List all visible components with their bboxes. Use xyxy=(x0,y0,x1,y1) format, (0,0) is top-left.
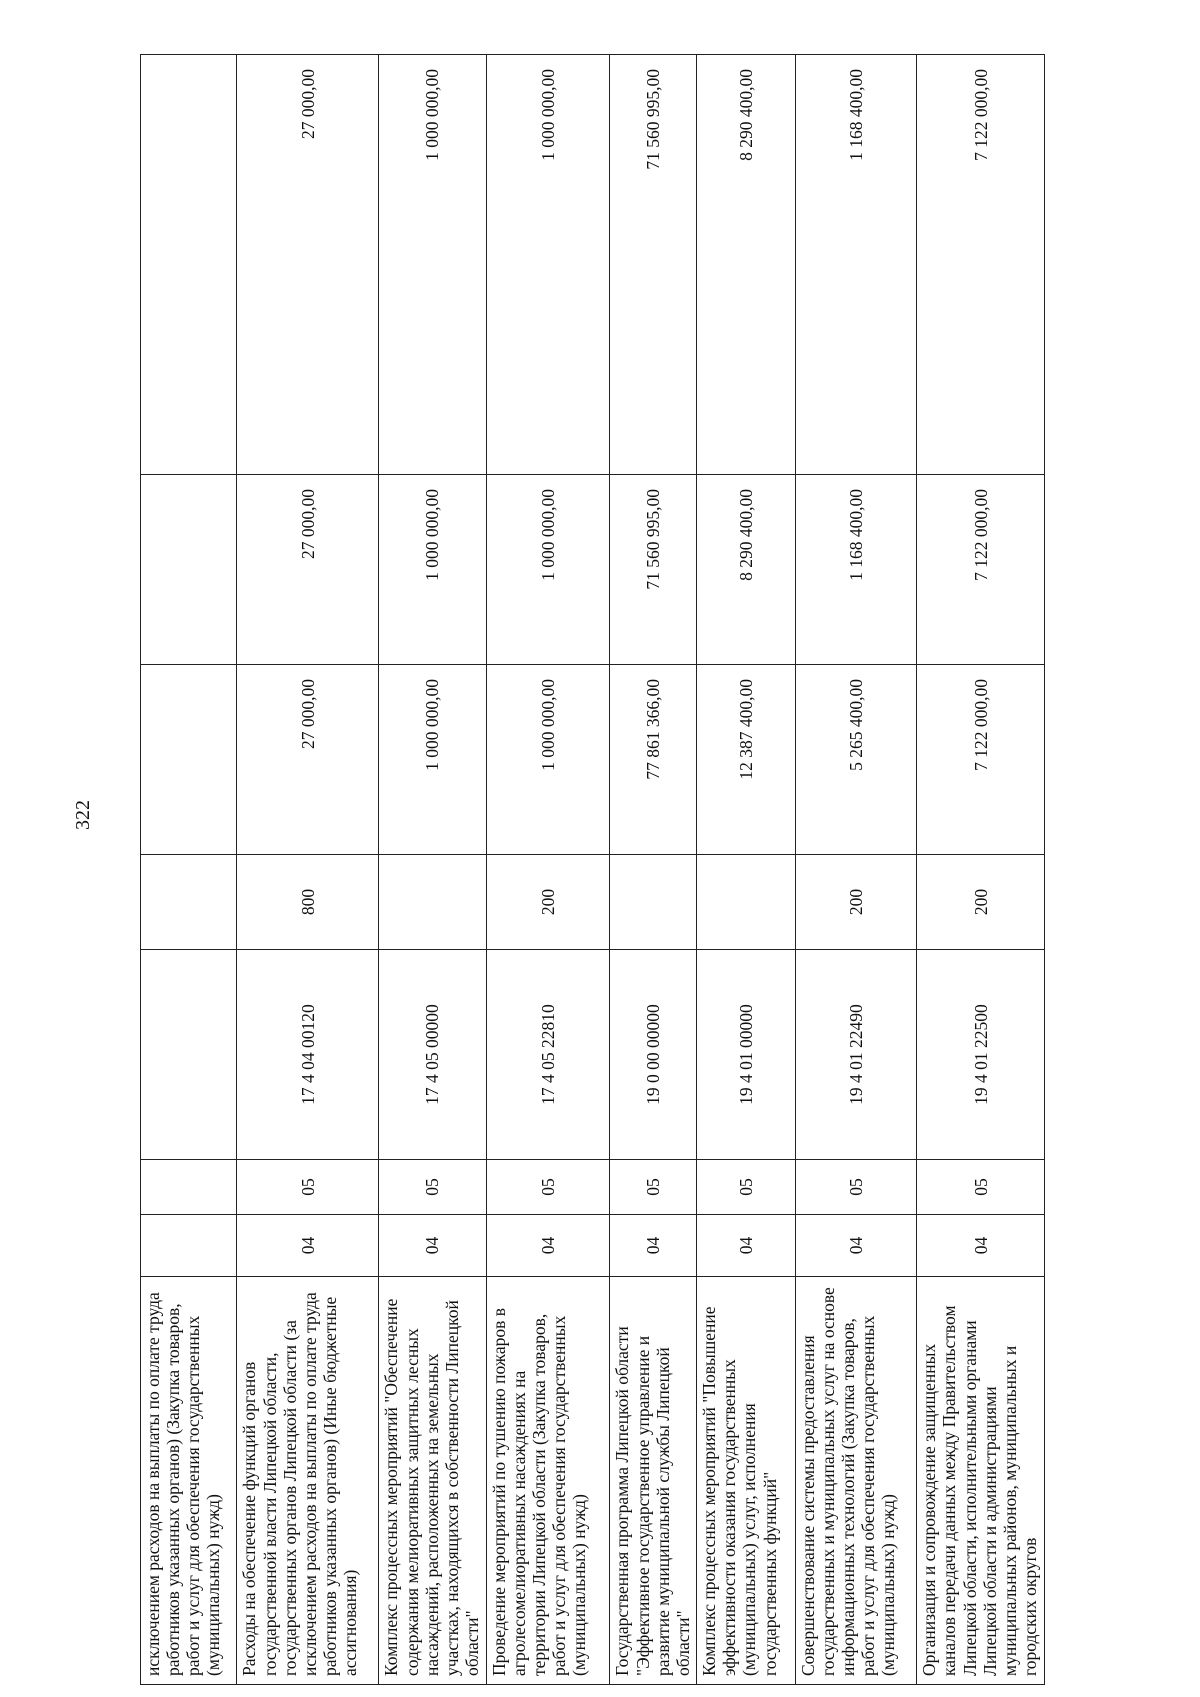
target-article-code xyxy=(141,950,237,1160)
subsection-code: 05 xyxy=(379,1160,486,1215)
sum-year-1: 1 000 000,00 xyxy=(486,665,610,855)
target-article-code: 17 4 05 22810 xyxy=(486,950,610,1160)
sum-year-1: 27 000,00 xyxy=(237,665,379,855)
row-description: Совершенствование системы предоставления государственных и муниципальных услуг на основе информационных технологий (Закупка товаров, работ и услуг для обеспечения государственных (муниципальных) нужд) xyxy=(795,1277,917,1685)
row-description: исключением расходов на выплаты по оплате труда работников указанных органов) (Закупка товаров, работ и услуг для обеспечения государственных (муниципальных) нужд) xyxy=(141,1277,237,1685)
sum-year-1: 77 861 366,00 xyxy=(610,665,697,855)
target-article-code: 19 4 01 22500 xyxy=(917,950,1045,1160)
subsection-code: 05 xyxy=(917,1160,1045,1215)
row-description: Расходы на обеспечение функций органов государственной власти Липецкой области, государственных органов Липецкой области (за исключением расходов на выплаты по оплате труда работников указанных органов) (Иные бюджетные ассигнования) xyxy=(237,1277,379,1685)
row-description: Комплекс процессных мероприятий "Повышение эффективности оказания государственных (муниципальных) услуг, исполнения государственных функций" xyxy=(697,1277,795,1685)
section-code: 04 xyxy=(795,1215,917,1277)
table-row xyxy=(917,55,1045,1685)
subsection-code: 05 xyxy=(486,1160,610,1215)
section-code xyxy=(141,1215,237,1277)
expense-type-code xyxy=(697,855,795,950)
table-row xyxy=(486,55,610,1685)
sum-year-3: 7 122 000,00 xyxy=(917,55,1045,475)
sum-year-3: 71 560 995,00 xyxy=(610,55,697,475)
target-article-code: 19 4 01 00000 xyxy=(697,950,795,1160)
row-description: Комплекс процессных мероприятий "Обеспечение содержания мелиоративных защитных лесных насаждений, расположенных на земельных участках, находящихся в собственности Липецкой области" xyxy=(379,1277,486,1685)
row-description: Государственная программа Липецкой области "Эффективное государственное управление и развитие муниципальной службы Липецкой области" xyxy=(610,1277,697,1685)
subsection-code: 05 xyxy=(610,1160,697,1215)
table-row xyxy=(697,55,795,1685)
section-code: 04 xyxy=(379,1215,486,1277)
table-row xyxy=(795,55,917,1685)
subsection-code xyxy=(141,1160,237,1215)
row-description: Проведение мероприятий по тушению пожаров в агролесомелиоративных насаждениях на территории Липецкой области (Закупка товаров, работ и услуг для обеспечения государственных (муниципальных) нужд) xyxy=(486,1277,610,1685)
expense-type-code: 800 xyxy=(237,855,379,950)
sum-year-1: 1 000 000,00 xyxy=(379,665,486,855)
expense-type-code xyxy=(141,855,237,950)
sum-year-1: 12 387 400,00 xyxy=(697,665,795,855)
target-article-code: 17 4 05 00000 xyxy=(379,950,486,1160)
table-row xyxy=(141,55,237,1685)
section-code: 04 xyxy=(917,1215,1045,1277)
expense-type-code: 200 xyxy=(917,855,1045,950)
sum-year-3 xyxy=(141,55,237,475)
section-code: 04 xyxy=(697,1215,795,1277)
expense-type-code: 200 xyxy=(795,855,917,950)
sum-year-2: 7 122 000,00 xyxy=(917,475,1045,665)
expense-type-code xyxy=(610,855,697,950)
sum-year-3: 1 168 400,00 xyxy=(795,55,917,475)
sum-year-1: 7 122 000,00 xyxy=(917,665,1045,855)
subsection-code: 05 xyxy=(237,1160,379,1215)
section-code: 04 xyxy=(486,1215,610,1277)
row-description: Организация и сопровождение защищенных каналов передачи данных между Правительством Липецкой области, исполнительными органами Липецкой области и администрациями муниципальных районов, муниципальных и городских округов xyxy=(917,1277,1045,1685)
budget-table xyxy=(140,54,1045,1685)
target-article-code: 17 4 04 00120 xyxy=(237,950,379,1160)
sum-year-1: 5 265 400,00 xyxy=(795,665,917,855)
budget-table-rotated xyxy=(140,55,1045,1685)
target-article-code: 19 4 01 22490 xyxy=(795,950,917,1160)
sum-year-3: 27 000,00 xyxy=(237,55,379,475)
sum-year-2: 27 000,00 xyxy=(237,475,379,665)
table-row xyxy=(610,55,697,1685)
page-number: 322 xyxy=(72,800,94,830)
sum-year-2 xyxy=(141,475,237,665)
sum-year-2: 1 000 000,00 xyxy=(486,475,610,665)
sum-year-1 xyxy=(141,665,237,855)
sum-year-2: 8 290 400,00 xyxy=(697,475,795,665)
sum-year-3: 1 000 000,00 xyxy=(379,55,486,475)
subsection-code: 05 xyxy=(697,1160,795,1215)
sum-year-3: 1 000 000,00 xyxy=(486,55,610,475)
sum-year-2: 1 000 000,00 xyxy=(379,475,486,665)
sum-year-3: 8 290 400,00 xyxy=(697,55,795,475)
section-code: 04 xyxy=(237,1215,379,1277)
expense-type-code xyxy=(379,855,486,950)
expense-type-code: 200 xyxy=(486,855,610,950)
section-code: 04 xyxy=(610,1215,697,1277)
sum-year-2: 71 560 995,00 xyxy=(610,475,697,665)
subsection-code: 05 xyxy=(795,1160,917,1215)
table-row xyxy=(237,55,379,1685)
target-article-code: 19 0 00 00000 xyxy=(610,950,697,1160)
table-row xyxy=(379,55,486,1685)
sum-year-2: 1 168 400,00 xyxy=(795,475,917,665)
